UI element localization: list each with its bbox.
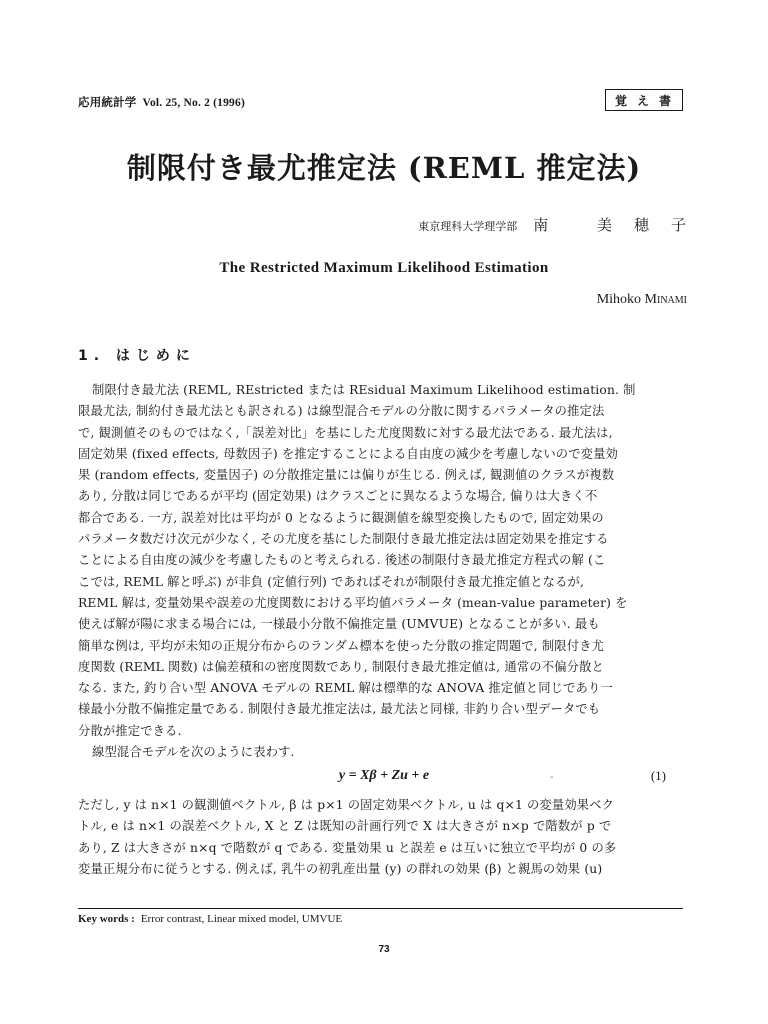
- equation: [78, 765, 690, 787]
- article-type-badge: 覚え書: [605, 89, 683, 111]
- author-family-name: Minami: [644, 292, 687, 307]
- journal-volume: Vol. 25, No. 2 (1996): [142, 97, 245, 109]
- paragraph-line: 線型混合モデルを次のように表わす.: [92, 745, 295, 760]
- paragraph-line: 都合である. 一方, 誤差対比は平均が 0 となるように観測値を線型変換したもので, 固定効果の: [78, 510, 604, 525]
- journal-name: 応用統計学: [78, 95, 137, 109]
- keywords-text: Error contrast, Linear mixed model, UMVUE: [140, 913, 343, 925]
- paragraph-line: こでは, REML 解と呼ぶ) が非負 (定値行列) であればそれが制限付き最尤推定値となるが,: [78, 574, 585, 589]
- section-heading: 1. はじめに: [78, 348, 196, 364]
- keywords-footnote: [78, 913, 342, 925]
- body-text-continued: [78, 795, 690, 880]
- paragraph-line: 様最小分散不偏推定量である. 制限付き最尤推定法は, 最尤法と同様, 非釣り合い型データでも: [78, 702, 601, 717]
- paragraph-line: 簡単な例は, 平均が未知の正規分布からのランダム標本を使った分散の推定問題で, 制限付き尤: [78, 638, 605, 653]
- footnote-rule: [78, 908, 683, 909]
- author-name-japanese: 南 美穂子: [533, 216, 708, 234]
- title-japanese: 制限付き最尤推定法 (REML 推定法): [126, 151, 642, 185]
- paragraph-line: あり, 分散は同じであるが平均 (固定効果) はクラスごとに異なるような場合, 偏りは大きく不: [78, 489, 598, 504]
- paragraph-line: 度関数 (REML 関数) は偏差積和の密度関数であり, 制限付き最尤推定値は, 通常の不偏分散と: [78, 659, 604, 674]
- paragraph-line: ことによる自由度の減少を考慮したものと考えられる. 後述の制限付き最尤推定方程式の解 (こ: [78, 553, 606, 568]
- paragraph-line: あり, Z は大きさが n×q で階数が q である. 変量効果 u と誤差 e は互いに独立で平均が 0 の多: [78, 840, 617, 855]
- page-number: 73: [378, 944, 390, 955]
- title-english: The Restricted Maximum Likelihood Estimation: [219, 260, 549, 276]
- journal-header: [78, 94, 245, 110]
- paragraph-line: 制限付き最尤法 (REML, REstricted または REsidual Maximum Likelihood estimation. 制: [92, 383, 636, 397]
- paragraph-line: で, 観測値そのものではなく,「誤差対比」を基にした尤度関数に対する最尤法である. 最尤法は,: [78, 425, 613, 440]
- equation-formula: y = Xβ + Zu + e: [338, 768, 430, 783]
- paragraph-line: 果 (random effects, 変量因子) の分散推定量には偏りが生じる. 例えば, 観測値のクラスが複数: [78, 468, 615, 483]
- paragraph-line: なる. また, 釣り合い型 ANOVA モデルの REML 解は標準的な ANOVA 推定値と同じであり一: [78, 681, 613, 696]
- author-affiliation: 東京理科大学理学部: [418, 220, 518, 233]
- paragraph-line: 分散が推定できる.: [78, 723, 182, 738]
- paragraph-line: 固定効果 (fixed effects, 母数因子) を推定することによる自由度の減少を考慮しないので変量効: [78, 446, 618, 461]
- paragraph-line: トル, e は n×1 の誤差ベクトル, X と Z は既知の計画行列で X は大きさが n×p で階数が p で: [78, 819, 612, 834]
- author-english: [597, 292, 687, 308]
- keywords-label: Key words :: [78, 913, 135, 925]
- body-text: [78, 380, 690, 763]
- author-japanese: [418, 214, 708, 235]
- scan-mark: -: [550, 772, 554, 783]
- author-given-name: Mihoko: [596, 292, 642, 307]
- equation-number: (1): [650, 768, 666, 783]
- paragraph-line: 使えば解が陽に求まる場合には, 一様最小分散不偏推定量 (UMVUE) となることが多い. 最も: [78, 617, 600, 632]
- paragraph-line: 限最尤法, 制約付き最尤法とも訳される) は線型混合モデルの分散に関するパラメータの推定法: [78, 404, 605, 419]
- paragraph-line: ただし, y は n×1 の観測値ベクトル, β は p×1 の固定効果ベクトル, u は q×1 の変量効果ベク: [78, 798, 615, 812]
- paragraph-line: 変量正規分布に従うとする. 例えば, 乳牛の初乳産出量 (y) の群れの効果 (β) と親馬の効果 (u): [78, 861, 603, 876]
- paragraph-line: REML 解は, 変量効果や誤差の尤度関数における平均値パラメータ (mean-value parameter) を: [78, 595, 628, 610]
- paragraph-line: パラメータ数だけ次元が少なく, その尤度を基にした制限付き最尤推定法は固定効果を推定する: [78, 532, 609, 547]
